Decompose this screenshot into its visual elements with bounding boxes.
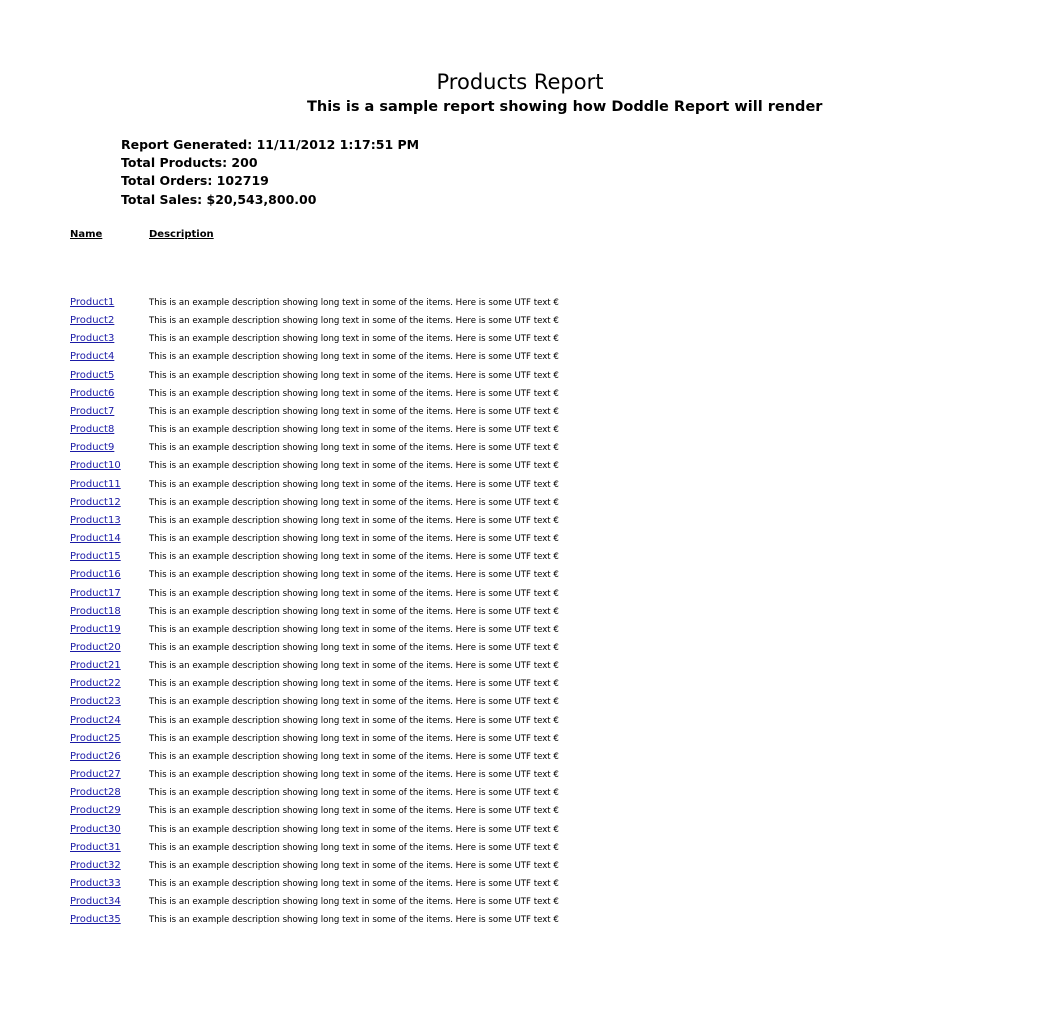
product-link[interactable]: Product26 [70,750,121,762]
table-row [0,494,768,512]
product-link[interactable]: Product8 [70,424,115,436]
table-row [0,621,768,639]
table-row [0,476,768,494]
product-link[interactable]: Product1 [70,297,115,308]
product-link[interactable]: Product7 [70,405,115,417]
product-description: This is an example description showing long text in some of the items. Here is some UTF text € [149,588,559,599]
product-description: This is an example description showing long text in some of the items. Here is some UTF text € [149,606,559,617]
product-table [0,294,768,929]
product-description: This is an example description showing long text in some of the items. Here is some UTF text € [149,715,559,726]
table-row [0,893,768,911]
product-description: This is an example description showing long text in some of the items. Here is some UTF text € [149,461,559,472]
product-description: This is an example description showing long text in some of the items. Here is some UTF text € [149,679,559,690]
table-row [0,712,768,730]
table-row [0,821,768,839]
table-row [0,730,768,748]
product-link[interactable]: Product25 [70,732,121,744]
product-link[interactable]: Product4 [70,351,115,363]
product-description: This is an example description showing long text in some of the items. Here is some UTF text € [149,515,559,526]
table-row [0,675,768,693]
table-row [0,312,768,330]
product-description: This is an example description showing long text in some of the items. Here is some UTF text € [149,860,559,871]
table-row [0,839,768,857]
table-row [0,784,768,802]
product-link[interactable]: Product2 [70,315,115,327]
product-link[interactable]: Product10 [70,460,121,472]
product-description: This is an example description showing long text in some of the items. Here is some UTF text € [149,697,559,708]
product-description: This is an example description showing long text in some of the items. Here is some UTF text € [149,406,559,417]
product-link[interactable]: Product30 [70,823,121,835]
product-description: This is an example description showing long text in some of the items. Here is some UTF text € [149,443,559,454]
product-link[interactable]: Product5 [70,369,115,381]
table-row [0,603,768,621]
summary-report-generated: Report Generated: 11/11/2012 1:17:51 PM [121,137,420,152]
table-row [0,748,768,766]
summary-total-products: Total Products: 200 [121,155,258,171]
product-link[interactable]: Product28 [70,787,121,799]
table-row [0,330,768,348]
product-description: This is an example description showing long text in some of the items. Here is some UTF text € [149,842,559,853]
product-link[interactable]: Product21 [70,660,121,672]
product-description: This is an example description showing long text in some of the items. Here is some UTF text € [149,661,559,672]
product-description: This is an example description showing long text in some of the items. Here is some UTF text € [149,879,559,889]
product-description: This is an example description showing long text in some of the items. Here is some UTF text € [149,316,559,327]
product-description: This is an example description showing long text in some of the items. Here is some UTF text € [149,642,559,653]
product-description: This is an example description showing long text in some of the items. Here is some UTF text € [149,751,559,762]
product-description: This is an example description showing long text in some of the items. Here is some UTF text € [149,552,559,563]
product-description: This is an example description showing long text in some of the items. Here is some UTF text € [149,733,559,744]
table-row [0,403,768,421]
table-row [0,639,768,657]
report-subtitle: This is a sample report showing how Doddle Report will render [307,99,823,115]
product-link[interactable]: Product23 [70,696,121,708]
product-description: This is an example description showing long text in some of the items. Here is some UTF text € [149,298,559,308]
product-link[interactable]: Product20 [70,641,121,653]
table-row [0,802,768,820]
product-link[interactable]: Product29 [70,805,121,817]
product-description: This is an example description showing long text in some of the items. Here is some UTF text € [149,479,559,490]
product-description: This is an example description showing long text in some of the items. Here is some UTF text € [149,425,559,436]
product-description: This is an example description showing long text in some of the items. Here is some UTF text € [149,824,559,835]
product-description: This is an example description showing long text in some of the items. Here is some UTF text € [149,624,559,635]
column-header-description: Description [149,229,214,240]
product-description: This is an example description showing long text in some of the items. Here is some UTF text € [149,388,559,399]
table-row [0,385,768,403]
product-description: This is an example description showing long text in some of the items. Here is some UTF text € [149,497,559,508]
product-link[interactable]: Product32 [70,859,121,871]
product-link[interactable]: Product33 [70,878,121,889]
product-link[interactable]: Product19 [70,623,121,635]
table-row [0,294,768,312]
table-row [0,421,768,439]
product-description: This is an example description showing long text in some of the items. Here is some UTF text € [149,770,559,781]
column-header-name: Name [70,229,103,240]
product-link[interactable]: Product13 [70,514,121,526]
table-row [0,457,768,475]
product-link[interactable]: Product34 [70,896,121,908]
table-row [0,548,768,566]
product-link[interactable]: Product15 [70,551,121,563]
product-description: This is an example description showing long text in some of the items. Here is some UTF text € [149,534,559,545]
report-title: Products Report [436,70,604,94]
product-description: This is an example description showing long text in some of the items. Here is some UTF text € [149,570,559,581]
table-row [0,530,768,548]
product-link[interactable]: Product16 [70,569,121,581]
table-row [0,911,768,929]
product-link[interactable]: Product31 [70,841,121,853]
table-row [0,875,768,893]
table-row [0,439,768,457]
table-row [0,367,768,385]
product-description: This is an example description showing long text in some of the items. Here is some UTF text € [149,897,559,908]
product-link[interactable]: Product11 [70,478,121,490]
product-link[interactable]: Product22 [70,678,121,690]
table-row [0,693,768,711]
product-link[interactable]: Product14 [70,533,121,545]
product-description: This is an example description showing long text in some of the items. Here is some UTF text € [149,915,559,926]
table-row [0,512,768,530]
product-link[interactable]: Product35 [70,914,121,926]
product-description: This is an example description showing long text in some of the items. Here is some UTF text € [149,334,559,345]
table-row [0,766,768,784]
product-link[interactable]: Product27 [70,769,121,781]
product-link[interactable]: Product12 [70,496,121,508]
product-link[interactable]: Product24 [70,714,121,726]
product-link[interactable]: Product6 [70,387,115,399]
table-row [0,857,768,875]
product-description: This is an example description showing long text in some of the items. Here is some UTF text € [149,370,559,381]
table-row [0,348,768,366]
summary-total-orders: Total Orders: 102719 [121,173,269,189]
product-link[interactable]: Product17 [70,587,121,599]
product-description: This is an example description showing long text in some of the items. Here is some UTF text € [149,352,559,363]
product-link[interactable]: Product18 [70,605,121,617]
product-description: This is an example description showing long text in some of the items. Here is some UTF text € [149,788,559,799]
table-row [0,657,768,675]
product-description: This is an example description showing long text in some of the items. Here is some UTF text € [149,806,559,817]
summary-total-sales: Total Sales: $20,543,800.00 [121,191,317,207]
report-summary [121,136,419,209]
table-row [0,585,768,603]
product-link[interactable]: Product9 [70,442,115,454]
table-row [0,566,768,584]
product-link[interactable]: Product3 [70,333,115,345]
